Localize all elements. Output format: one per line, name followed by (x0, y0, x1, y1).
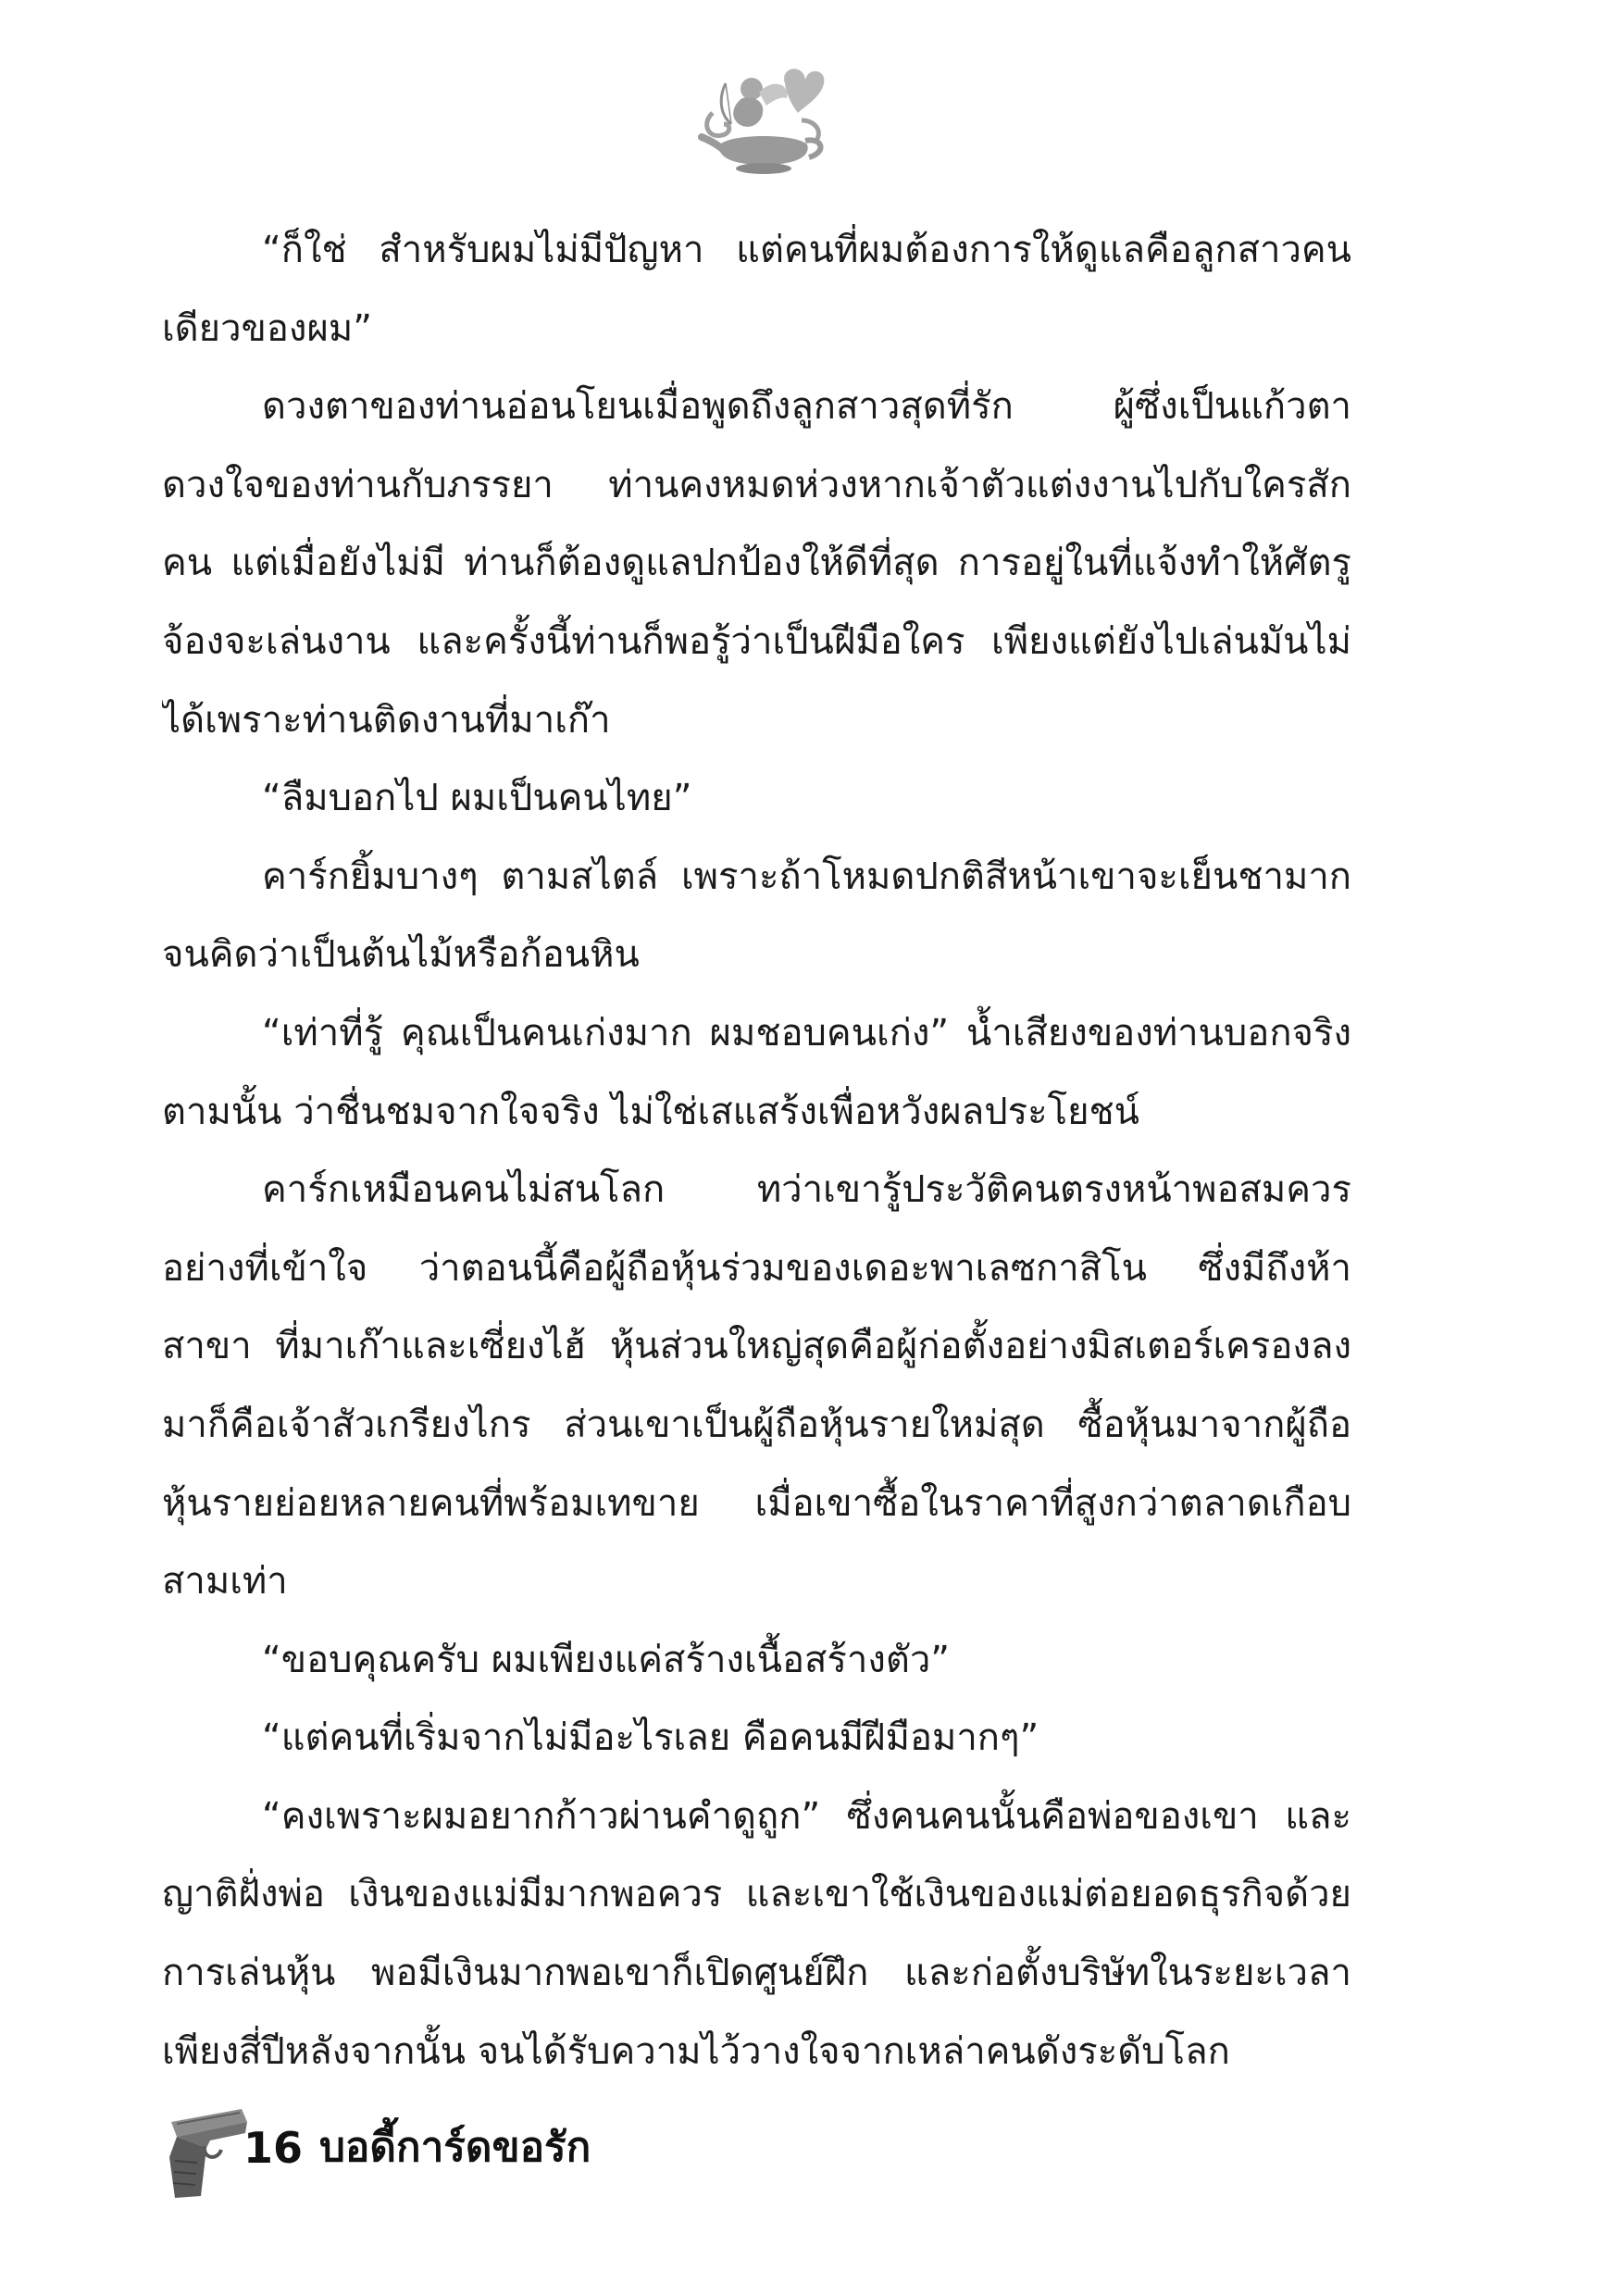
paragraph: “แต่คนที่เริ่มจากไม่มีอะไรเลย คือคนมีฝีมือมากๆ” (262, 1716, 1039, 1760)
paragraph: คาร์กยิ้มบางๆ ตามสไตล์ เพราะถ้าโหมดปกติสีหน้าเขาจะเย็นชามากจนคิดว่าเป็นต้นไม้หรือก้อนหิน (162, 855, 1351, 977)
pistol-icon (162, 2102, 255, 2203)
paragraph: “ขอบคุณครับ ผมเพียงแค่สร้างเนื้อสร้างตัว” (262, 1638, 951, 1681)
paragraph: “ลืมบอกไป ผมเป็นคนไทย” (262, 777, 692, 820)
body-text (162, 211, 1351, 2072)
page-footer (162, 2102, 810, 2203)
paragraph: “เท่าที่รู้ คุณเป็นคนเก่งมาก ผมชอบคนเก่ง” น้ำเสียงของท่านบอกจริงตามนั้น ว่าชื่นชมจากใจจริง ไม่ใช่เสแสร้งเพื่อหวังผลประโยชน์ (162, 1011, 1351, 1133)
cupid-teapot-icon (694, 56, 833, 176)
book-title: บอดี้การ์ดขอรัก (319, 2124, 591, 2171)
paragraph: ดวงตาของท่านอ่อนโยนเมื่อพูดถึงลูกสาวสุดที่รัก ผู้ซึ่งเป็นแก้วตาดวงใจของท่านกับภรรยา ท่านคงหมดห่วงหากเจ้าตัวแต่งงานไปกับใครสักคน แต่เมื่อยังไม่มี ท่านก็ต้องดูแลปกป้องให้ดีที่สุด การอยู่ในที่แจ้งทำให้ศัตรูจ้องจะเล่นงาน และครั้งนี้ท่านก็พอรู้ว่าเป็นฝีมือใคร เพียงแต่ยังไปเล่นมันไม่ได้เพราะท่านติดงานที่มาเก๊า (162, 385, 1351, 742)
paragraph: คาร์กเหมือนคนไม่สนโลก ทว่าเขารู้ประวัติคนตรงหน้าพอสมควรอย่างที่เข้าใจ ว่าตอนนี้คือผู้ถือหุ้นร่วมของเดอะพาเลซกาสิโน ซึ่งมีถึงห้าสาขา ที่มาเก๊าและเซี่ยงไฮ้ หุ้นส่วนใหญ่สุดคือผู้ก่อตั้งอย่างมิสเตอร์เครองลงมาก็คือเจ้าสัวเกรียงไกร ส่วนเขาเป็นผู้ถือหุ้นรายใหม่สุด ซื้อหุ้นมาจากผู้ถือหุ้นรายย่อยหลายคนที่พร้อมเทขาย เมื่อเขาซื้อในราคาที่สูงกว่าตลาดเกือบสามเท่า (162, 1168, 1351, 1603)
paragraph: “ก็ใช่ สำหรับผมไม่มีปัญหา แต่คนที่ผมต้องการให้ดูแลคือลูกสาวคนเดียวของผม” (162, 229, 1351, 350)
page-number: 16 (243, 2123, 304, 2173)
paragraph: “คงเพราะผมอยากก้าวผ่านคำดูถูก” ซึ่งคนคนนั้นคือพ่อของเขา และญาติฝั่งพ่อ เงินของแม่มีมากพอควร และเขาใช้เงินของแม่ต่อยอดธุรกิจด้วยการเล่นหุ้น พอมีเงินมากพอเขาก็เปิดศูนย์ฝึก และก่อตั้งบริษัทในระยะเวลาเพียงสี่ปีหลังจากนั้น จนได้รับความไว้วางใจจากเหล่าคนดังระดับโลก (162, 1794, 1351, 2072)
